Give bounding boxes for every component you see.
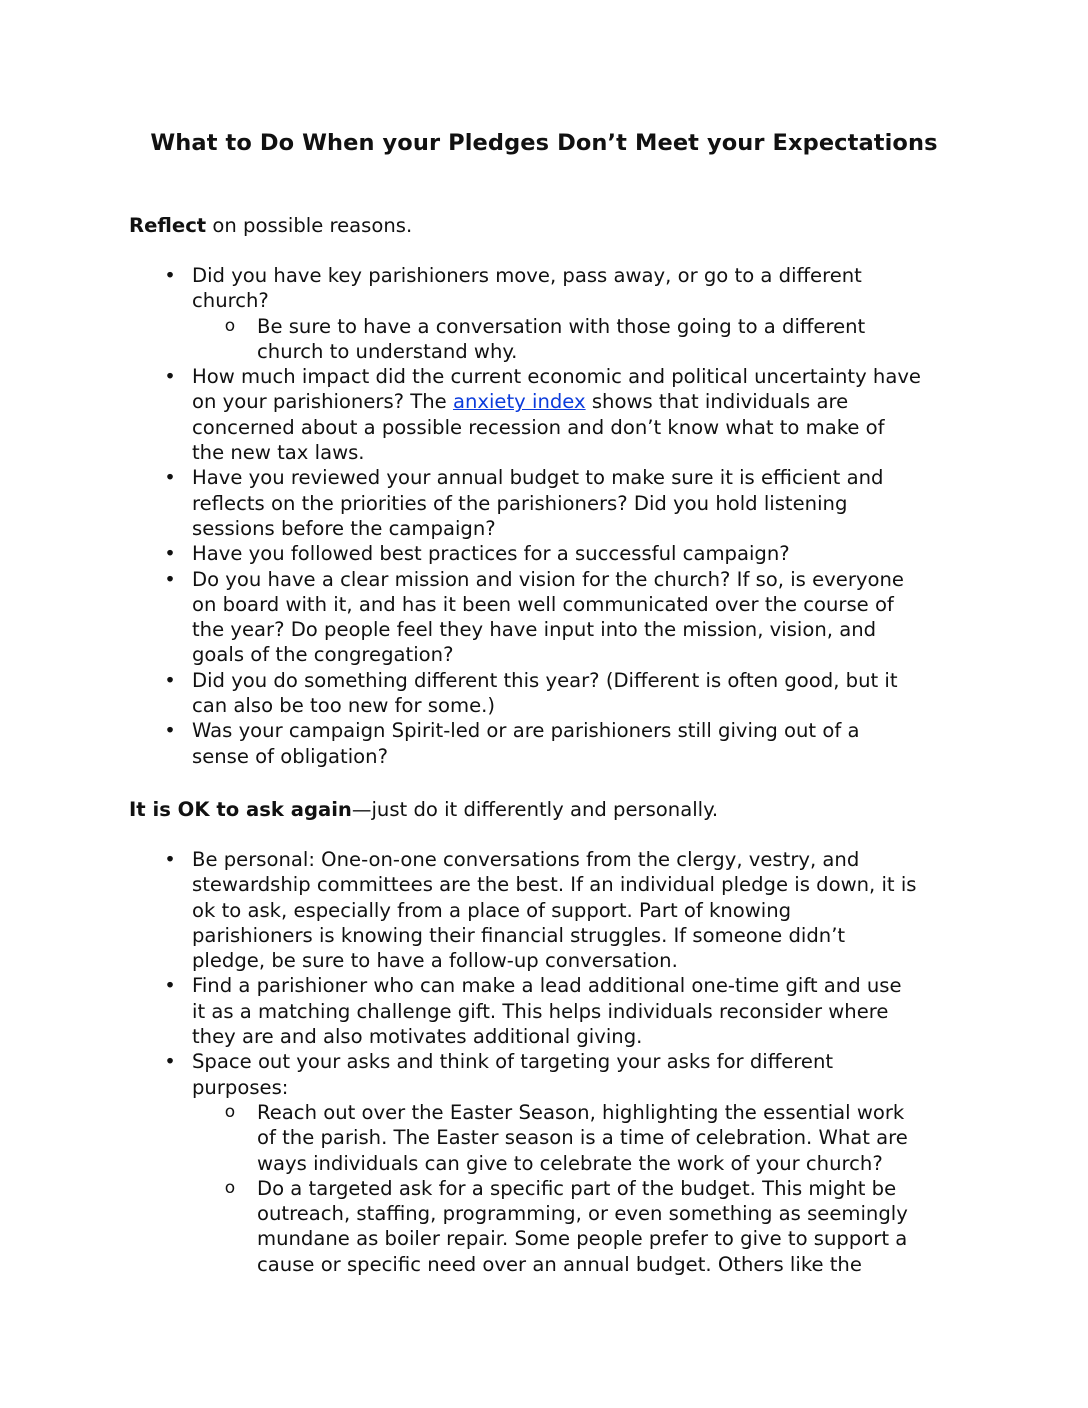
ask-again-rest: —just do it differently and personally.	[351, 798, 719, 821]
list-item-line: How much impact did the current economic and political uncertainty have	[192, 365, 921, 389]
list-item-line: Space out your asks and think of targeting your asks for different	[192, 1050, 834, 1074]
list-item-line: Do a targeted ask for a specific part of the budget. This might be	[257, 1176, 897, 1200]
list-item-line: pledge, be sure to have a follow-up conversation.	[192, 949, 678, 973]
list-item-line: outreach, staffing, programming, or even something as seemingly	[257, 1202, 908, 1226]
sub-bullet-icon: o	[224, 315, 236, 336]
bullet-icon: •	[164, 264, 176, 287]
ask-again-list	[0, 847, 916, 1277]
list-item-line: sessions before the campaign?	[192, 516, 496, 540]
bullet-icon: •	[164, 466, 176, 490]
reflect-bold: Reflect	[129, 214, 207, 237]
ask-again-heading	[129, 797, 718, 822]
anxiety-index-link[interactable]: anxiety index	[452, 390, 586, 414]
sub-list-item	[0, 1100, 916, 1176]
ask-again-bold: It is OK to ask again	[129, 798, 352, 821]
list-item	[0, 1049, 916, 1100]
list-item-line: they are and also motivates additional giving.	[192, 1025, 643, 1049]
list-item	[0, 263, 921, 314]
bullet-icon: •	[164, 668, 176, 692]
list-item-line: on board with it, and has it been well communicated over the course of	[192, 592, 894, 616]
list-item-line: the year? Do people feel they have input into the mission, vision, and	[192, 618, 877, 642]
list-item-line: ways individuals can give to celebrate the work of your church?	[257, 1151, 883, 1175]
sub-list-item	[0, 314, 921, 365]
list-item-line	[192, 389, 921, 414]
list-item-line: it as a matching challenge gift. This helps individuals reconsider where	[192, 999, 889, 1023]
list-item-line: mundane as boiler repair. Some people prefer to give to support a	[257, 1227, 908, 1251]
reasons-list	[0, 263, 921, 769]
list-item	[0, 465, 921, 541]
bullet-icon: •	[164, 365, 176, 389]
list-item	[0, 847, 916, 973]
list-item-line: Was your campaign Spirit-led or are parishioners still giving out of a	[192, 719, 860, 743]
list-item	[0, 668, 921, 719]
list-item-line: ok to ask, especially from a place of support. Part of knowing	[192, 898, 792, 922]
list-item	[0, 973, 916, 1049]
list-item-line: parishioners is knowing their financial struggles. If someone didn’t	[192, 923, 846, 947]
list-item-line: Did you do something different this year? (Different is often good, but it	[192, 668, 898, 692]
list-item-line: of the parish. The Easter season is a time of celebration. What are	[257, 1126, 908, 1150]
bullet-icon: •	[164, 974, 176, 998]
list-item-line: Do you have a clear mission and vision for the church? If so, is everyone	[192, 567, 904, 591]
list-item	[0, 364, 921, 465]
list-item-line: the new tax laws.	[192, 441, 365, 465]
sub-bullet-icon: o	[224, 1177, 236, 1198]
list-item-line: Find a parishioner who can make a lead additional one-time gift and use	[192, 974, 902, 998]
list-item-line: church to understand why.	[257, 339, 518, 363]
bullet-icon: •	[164, 1050, 176, 1074]
list-item	[0, 718, 921, 769]
list-item-line: cause or specific need over an annual budget. Others like the	[257, 1252, 862, 1276]
list-item-line: Have you reviewed your annual budget to make sure it is efficient and	[192, 466, 884, 490]
list-item-line: concerned about a possible recession and don’t know what to make of	[192, 415, 885, 439]
list-item-line: reflects on the priorities of the parishioners? Did you hold listening	[192, 491, 848, 515]
bullet-icon: •	[164, 848, 176, 871]
list-item-line: Reach out over the Easter Season, highlighting the essential work	[257, 1100, 905, 1124]
list-item-line: purposes:	[192, 1075, 289, 1099]
list-item	[0, 541, 921, 566]
list-item-line: stewardship committees are the best. If an individual pledge is down, it is	[192, 873, 917, 897]
sub-bullet-icon: o	[224, 1101, 236, 1122]
page-title: What to Do When your Pledges Don’t Meet your Expectations	[150, 130, 938, 156]
list-item-line: Have you followed best practices for a successful campaign?	[192, 542, 790, 566]
list-item-line: Be personal: One-on-one conversations from the clergy, vestry, and	[192, 848, 860, 871]
text-fragment: on your parishioners? The	[192, 390, 453, 414]
text-fragment: shows that individuals are	[585, 390, 849, 414]
list-item-line: Did you have key parishioners move, pass away, or go to a different	[192, 264, 862, 287]
list-item	[0, 567, 921, 668]
reflect-rest: on possible reasons.	[206, 214, 413, 237]
list-item-line: church?	[192, 289, 269, 313]
list-item-line: sense of obligation?	[192, 744, 388, 768]
bullet-icon: •	[164, 567, 176, 591]
bullet-icon: •	[164, 719, 176, 743]
sub-list-item	[0, 1176, 916, 1277]
list-item-line: goals of the congregation?	[192, 643, 454, 667]
list-item-line: can also be too new for some.)	[192, 694, 496, 718]
list-item-line: Be sure to have a conversation with those going to a different	[257, 314, 866, 338]
bullet-icon: •	[164, 542, 176, 566]
reflect-heading	[129, 213, 412, 238]
